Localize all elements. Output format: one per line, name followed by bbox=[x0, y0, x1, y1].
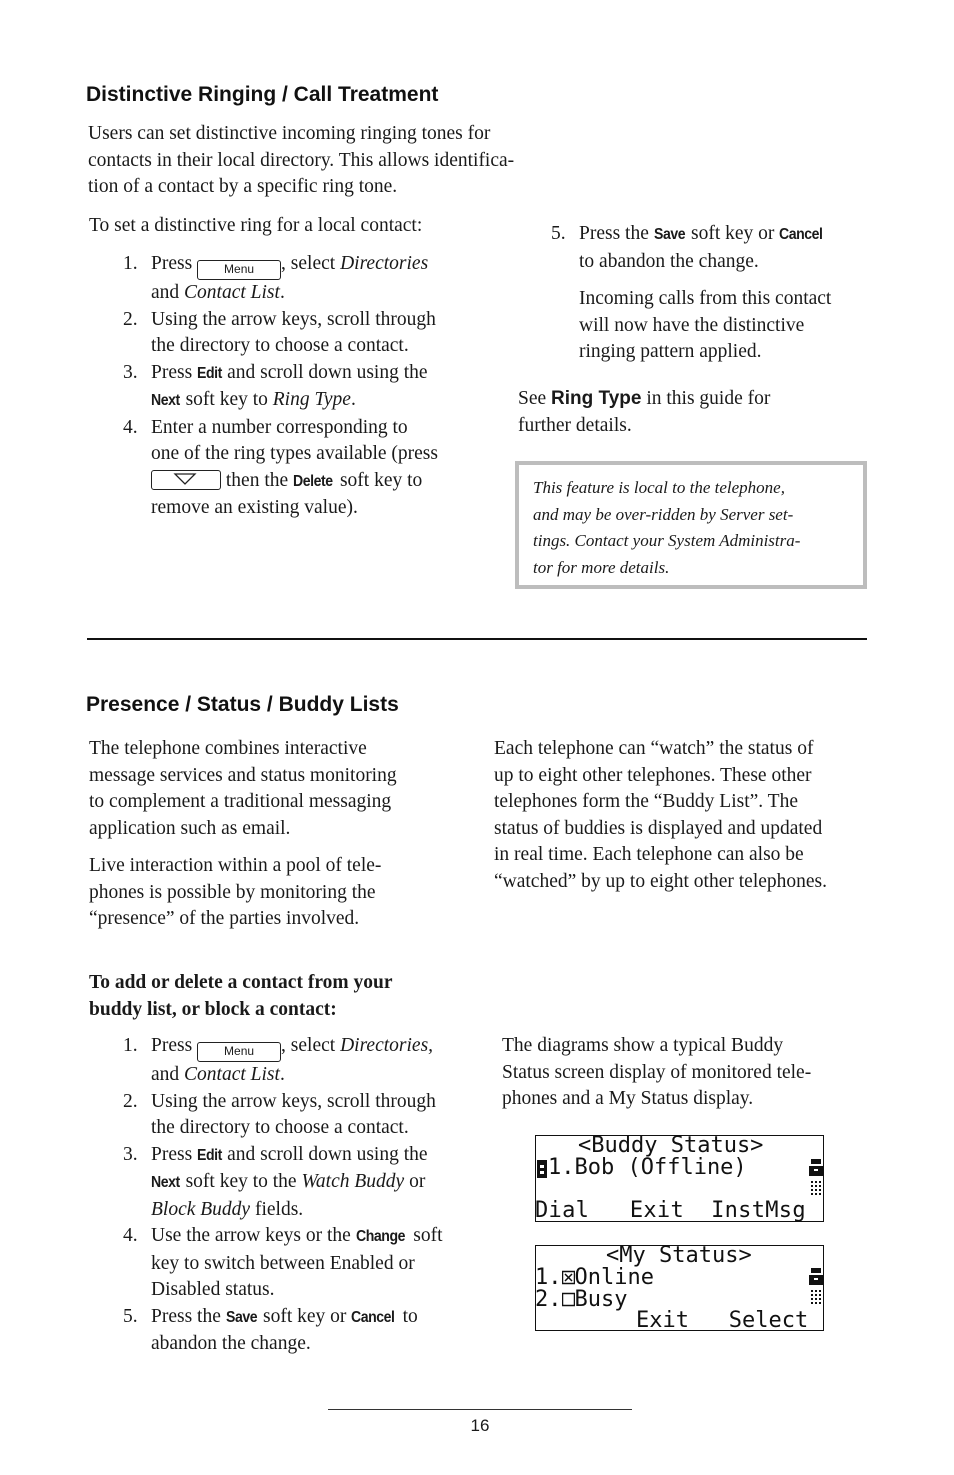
text-line: Users can set distinctive incoming ringing tones for bbox=[88, 123, 491, 144]
presence-paragraph-3 bbox=[494, 736, 884, 895]
text-line: up to eight other telephones. These other bbox=[494, 764, 812, 786]
section-heading-presence: Presence / Status / Buddy Lists bbox=[86, 693, 399, 716]
text-line: will now have the distinctive bbox=[579, 314, 805, 336]
text: Enter a number corresponding to bbox=[151, 416, 408, 438]
step-number: 4. bbox=[123, 1225, 138, 1246]
list-item bbox=[517, 221, 897, 275]
after-steps-paragraph bbox=[579, 286, 899, 366]
intro-paragraph bbox=[88, 121, 588, 201]
list-item bbox=[89, 1089, 499, 1142]
text: Press bbox=[151, 1143, 198, 1165]
menu-key-icon: Menu bbox=[197, 1042, 281, 1062]
cancel-softkey-label: Cancel bbox=[779, 226, 823, 243]
step-number: 4. bbox=[123, 416, 138, 438]
text-line: The telephone combines interactive bbox=[89, 738, 367, 759]
text-line: status of buddies is displayed and updated bbox=[494, 817, 823, 839]
unchecked-box-icon bbox=[562, 1292, 575, 1307]
text: soft bbox=[408, 1225, 443, 1246]
save-softkey-label: Save bbox=[653, 226, 685, 243]
ring-steps-continued bbox=[517, 221, 897, 275]
step-number: 2. bbox=[123, 308, 138, 330]
buddy-steps-list bbox=[89, 1033, 499, 1358]
text: key to switch between Enabled or bbox=[151, 1252, 415, 1274]
text: Press bbox=[151, 1035, 198, 1056]
ring-type-reference: Ring Type bbox=[551, 388, 642, 409]
text: one of the ring types available (press bbox=[151, 443, 438, 464]
section-heading-distinctive-ringing: Distinctive Ringing / Call Treatment bbox=[86, 83, 439, 106]
text: . bbox=[350, 389, 356, 410]
text-line: further details. bbox=[518, 414, 632, 436]
text: . bbox=[279, 282, 285, 303]
text-line: buddy list, or block a contact: bbox=[89, 998, 337, 1020]
checked-box-icon bbox=[562, 1270, 575, 1285]
watch-buddy-term: Watch Buddy bbox=[301, 1171, 405, 1192]
text-line: Each telephone can “watch” the status of bbox=[494, 738, 814, 759]
presence-paragraph-1 bbox=[89, 736, 469, 842]
buddy-entry: 1.Bob (Offline) bbox=[548, 1155, 747, 1180]
text: the directory to choose a contact. bbox=[151, 1117, 409, 1138]
text-line: Status screen display of monitored tele- bbox=[502, 1061, 812, 1083]
buddy-steps-lead bbox=[89, 970, 489, 1023]
diagram-caption bbox=[502, 1033, 872, 1113]
option-number: 1. bbox=[535, 1265, 562, 1290]
lcd-softkey-labels: Dial Exit InstMsg bbox=[535, 1198, 806, 1223]
step-number: 2. bbox=[123, 1090, 138, 1112]
menu-key-icon: Menu bbox=[197, 260, 281, 280]
text: to abandon the change. bbox=[579, 250, 759, 272]
text-line: message services and status monitoring bbox=[89, 764, 397, 786]
edit-softkey-label: Edit bbox=[197, 364, 222, 382]
presence-paragraph-2 bbox=[89, 853, 469, 933]
edit-softkey-label: Edit bbox=[197, 1146, 222, 1164]
text: fields. bbox=[250, 1198, 304, 1220]
save-softkey-label: Save bbox=[225, 1308, 257, 1326]
next-softkey-label: Next bbox=[151, 1174, 180, 1191]
text: soft key or bbox=[258, 1305, 352, 1327]
section-divider bbox=[87, 638, 867, 640]
text-line: application such as email. bbox=[89, 817, 291, 839]
ring-type-term: Ring Type bbox=[272, 389, 351, 410]
text: Using the arrow keys, scroll through bbox=[151, 308, 436, 330]
lcd-title: <My Status> bbox=[606, 1243, 752, 1268]
text: or bbox=[404, 1171, 426, 1192]
note-line: and may be over-ridden by Server set- bbox=[533, 504, 794, 524]
text-line: to complement a traditional messaging bbox=[89, 791, 392, 812]
text: Use the arrow keys or the bbox=[151, 1225, 356, 1246]
next-softkey-label: Next bbox=[151, 392, 180, 409]
text: and bbox=[151, 282, 185, 303]
keypad-icon bbox=[810, 1180, 822, 1203]
text-line: in real time. Each telephone can also be bbox=[494, 844, 804, 865]
status-option-online bbox=[535, 1267, 654, 1289]
text: soft key to the bbox=[180, 1171, 302, 1192]
step-number: 5. bbox=[551, 223, 566, 244]
text: , select bbox=[281, 253, 341, 274]
text-line: phones is possible by monitoring the bbox=[89, 881, 376, 903]
step-number: 1. bbox=[123, 253, 138, 274]
keypad-icon bbox=[810, 1289, 822, 1312]
note-line: tings. Contact your System Administra- bbox=[533, 531, 801, 550]
list-item bbox=[89, 307, 489, 360]
text: Press bbox=[151, 361, 198, 383]
lcd-softkey-labels: Exit Select bbox=[636, 1308, 809, 1333]
delete-softkey-label: Delete bbox=[293, 472, 333, 490]
see-reference bbox=[518, 386, 878, 439]
text: See bbox=[518, 388, 552, 409]
list-item bbox=[89, 360, 489, 415]
text-line: “watched” by up to eight other telephones. bbox=[494, 870, 828, 892]
steps-lead: To set a distinctive ring for a local contact: bbox=[89, 215, 423, 236]
step-number: 5. bbox=[123, 1305, 138, 1327]
step-number: 3. bbox=[123, 361, 138, 383]
step-number: 1. bbox=[123, 1035, 138, 1056]
text: soft key to bbox=[180, 389, 273, 410]
directories-term: Directories, bbox=[340, 1035, 434, 1056]
block-buddy-term: Block Buddy bbox=[151, 1198, 251, 1220]
lcd-title: <Buddy Status> bbox=[578, 1133, 764, 1158]
text: soft key or bbox=[686, 223, 780, 244]
text: remove an existing value). bbox=[151, 497, 358, 518]
text: in this guide for bbox=[641, 388, 771, 409]
my-status-lcd bbox=[535, 1245, 824, 1331]
status-option-busy bbox=[535, 1289, 627, 1311]
text: Disabled status. bbox=[151, 1279, 275, 1300]
option-label: Busy bbox=[574, 1287, 628, 1312]
list-item bbox=[89, 1142, 499, 1224]
text: and scroll down using the bbox=[222, 1143, 428, 1165]
option-label: Online bbox=[574, 1265, 654, 1290]
text: to bbox=[397, 1305, 418, 1327]
text-line: To add or delete a contact from your bbox=[89, 972, 393, 993]
text: Using the arrow keys, scroll through bbox=[151, 1090, 436, 1112]
page-number: 16 bbox=[470, 1416, 490, 1435]
footer-rule bbox=[328, 1409, 632, 1410]
list-item bbox=[89, 415, 489, 522]
text: and bbox=[151, 1064, 185, 1085]
text: . bbox=[279, 1064, 285, 1085]
change-softkey-label: Change bbox=[355, 1228, 405, 1245]
text: then the bbox=[221, 469, 294, 491]
note-box bbox=[515, 461, 867, 589]
selected-buddy-icon bbox=[537, 1160, 547, 1178]
text: Press bbox=[151, 253, 198, 274]
note-line: This feature is local to the telephone, bbox=[533, 478, 785, 497]
list-item bbox=[89, 251, 489, 307]
text-line: phones and a My Status display. bbox=[502, 1088, 754, 1109]
text-line: The diagrams show a typical Buddy bbox=[502, 1035, 784, 1056]
text-line: Live interaction within a pool of tele- bbox=[89, 855, 382, 876]
note-line: tor for more details. bbox=[533, 557, 670, 577]
text-line: tion of a contact by a specific ring tone. bbox=[88, 176, 398, 197]
contact-list-term: Contact List bbox=[184, 282, 280, 303]
list-item bbox=[89, 1223, 499, 1304]
contact-list-term: Contact List bbox=[184, 1064, 280, 1085]
down-arrow-key-icon bbox=[151, 470, 221, 490]
text-line: Incoming calls from this contact bbox=[579, 288, 832, 309]
text: , select bbox=[281, 1035, 341, 1056]
text: abandon the change. bbox=[151, 1333, 311, 1354]
text-line: contacts in their local directory. This allows identifica- bbox=[88, 149, 515, 171]
option-number: 2. bbox=[535, 1287, 562, 1312]
ring-steps-list bbox=[89, 251, 489, 522]
text-line: “presence” of the parties involved. bbox=[89, 908, 360, 929]
text: Press the bbox=[151, 1305, 226, 1327]
text: the directory to choose a contact. bbox=[151, 335, 409, 356]
directories-term: Directories bbox=[340, 253, 429, 274]
text: and scroll down using the bbox=[222, 361, 428, 383]
list-item bbox=[89, 1033, 499, 1089]
text: soft key to bbox=[335, 469, 423, 491]
text-line: telephones form the “Buddy List”. The bbox=[494, 791, 798, 812]
cancel-softkey-label: Cancel bbox=[351, 1308, 395, 1326]
step-number: 3. bbox=[123, 1143, 138, 1165]
list-item bbox=[89, 1304, 499, 1358]
buddy-status-lcd bbox=[535, 1135, 824, 1222]
text: Press the bbox=[579, 223, 654, 244]
text-line: ringing pattern applied. bbox=[579, 341, 762, 362]
